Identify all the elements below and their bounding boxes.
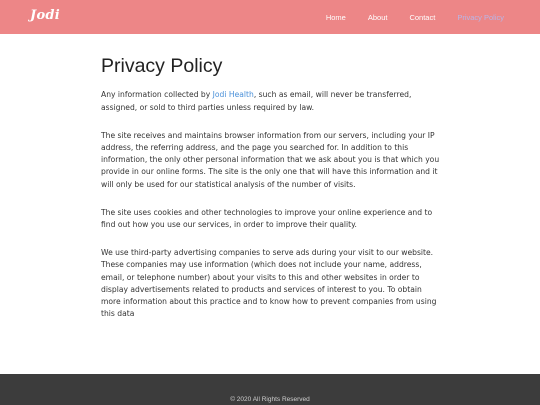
nav-link-contact[interactable]: Contact: [409, 12, 436, 22]
page-title: Privacy Policy: [101, 55, 223, 77]
footer: [0, 374, 540, 405]
paragraph-cookies: The site uses cookies and other technologies to improve your online experience and to find out how you use our services, in order to improve their quality.: [101, 207, 433, 229]
paragraph-text: Any information collected by: [101, 90, 213, 100]
copyright-text: © 2020 All Rights Reserved: [230, 396, 310, 403]
top-navbar: [0, 0, 540, 34]
jodi-health-link[interactable]: Jodi Health: [212, 90, 254, 100]
paragraph-collection: [101, 89, 443, 113]
nav-links: [304, 0, 504, 34]
paragraph-advertising: We use third-party advertising companies to serve ads during your visit to our website. These companies may use information (which does not include your name, address, email, or telephone number) about your visits to this and other websites in order to display advertisements related to products and services of interest to you. To obtain more information about this practice and to know how to prevent companies from using this data: [101, 248, 437, 319]
main-content: [101, 54, 443, 336]
paragraph-browser-info: The site receives and maintains browser information from our servers, including your IP address, the referring address, and the page you searched for. In addition to this information, the only other personal information that we ask about you is that which you provide in our online forms. The site is the only one that will have this information and it will only be used for our statistical analysis of the number of visits.: [101, 130, 440, 189]
nav-link-privacy-policy[interactable]: Privacy Policy: [457, 12, 504, 22]
nav-link-home[interactable]: Home: [325, 12, 346, 22]
nav-link-about[interactable]: About: [367, 12, 388, 22]
paragraph-text: , such as email, will never be transferred, assigned, or sold to third parties unless required by law.: [101, 90, 412, 112]
logo[interactable]: Jodi: [30, 8, 61, 23]
